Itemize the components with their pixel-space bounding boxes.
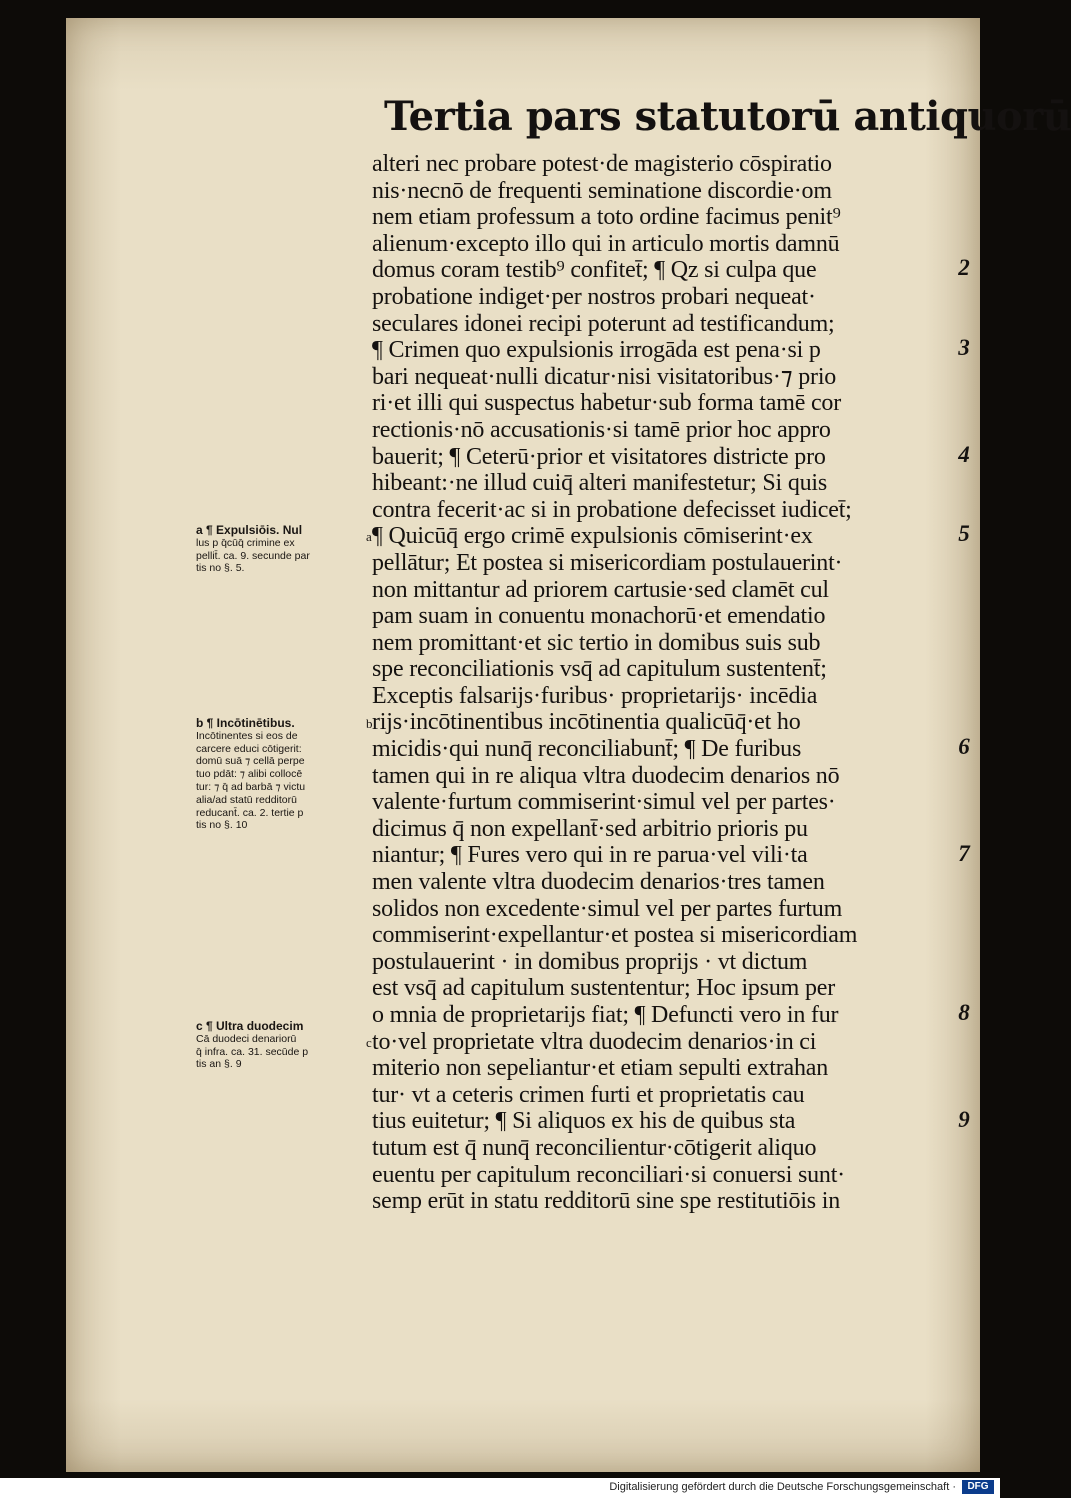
text-line: postulauerint · in domibus proprijs · vt dictum [372, 948, 808, 975]
paragraph-number: 2 [958, 255, 970, 281]
text-line: tamen qui in re aliqua vltra duodecim denarios nō [372, 762, 840, 789]
note-line: lus p q̄cūq̄ crimine ex [196, 536, 295, 549]
funding-credit: Digitalisierung gefördert durch die Deutsche Forschungsgemeinschaft · [609, 1481, 956, 1493]
text-line: bauerit; ¶ Ceterū·prior et visitatores districte pro [372, 443, 826, 470]
note-line: tis an §. 9 [196, 1058, 242, 1071]
note-reference-letter: b [366, 715, 373, 731]
note-reference-letter: c [366, 1034, 372, 1050]
text-line: nem promittant·et sic tertio in domibus suis sub [372, 629, 821, 656]
note-line: q̄ infra. ca. 31. secūde p [196, 1045, 309, 1058]
text-line: rijs·incōtinentibus incōtinentia qualicūq̄·et ho [372, 709, 801, 736]
text-line: ri·et illi qui suspectus habetur·sub forma tamē cor [372, 390, 841, 417]
text-line: seculares idonei recipi poterunt ad testificandum; [372, 310, 835, 337]
note-line: carcere educi cōtigerit: [196, 742, 302, 755]
note-line: tur: ⁊ q̄ ad barbā ⁊ victu [196, 780, 306, 793]
paragraph-number: 6 [958, 734, 970, 760]
text-line: rectionis·nō accusationis·si tamē prior hoc appro [372, 416, 831, 443]
note-line: tis no §. 10 [196, 819, 248, 832]
marginal-note-b [196, 717, 368, 832]
text-line: euentu per capitulum reconciliari·si conuersi sunt· [372, 1161, 845, 1188]
text-line: contra fecerit·ac si in probatione defecisset iudicet̄; [372, 496, 852, 523]
text-line: pellātur; Et postea si misericordiam postulauerint· [372, 549, 843, 576]
main-text-block [372, 151, 940, 1215]
marginal-note-c [196, 1020, 368, 1071]
text-line: domus coram testib⁹ confitet̄; ¶ Qz si culpa que [372, 257, 817, 284]
paragraph-number: 3 [958, 335, 970, 361]
note-line: reducant̄. ca. 2. tertie p [196, 806, 304, 819]
text-line: men valente vltra duodecim denarios·tres tamen [372, 869, 825, 896]
text-line: solidos non excedente·simul vel per partes furtum [372, 895, 843, 922]
text-line: spe reconciliationis vsq̄ ad capitulum sustentent̄; [372, 656, 827, 683]
note-line: alia/ad statū redditorū [196, 793, 297, 806]
text-line: Exceptis falsarijs·furibus· proprietarijs· incēdia [372, 682, 818, 709]
note-line: tuo pdāt: ⁊ alibi collocē [196, 768, 303, 781]
text-line: dicimus q̄ non expellant̄·sed arbitrio prioris pu [372, 815, 808, 842]
text-line: non mittantur ad priorem cartusie·sed clamēt cul [372, 576, 829, 603]
text-line: tius euitetur; ¶ Si aliquos ex his de quibus sta [372, 1108, 796, 1135]
text-line: o mnia de proprietarijs fiat; ¶ Defuncti vero in fur [372, 1002, 839, 1028]
text-line: tutum est q̄ nunq̄ reconcilientur·cōtigerit aliquo [372, 1134, 817, 1161]
text-line: probatione indiget·per nostros probari nequeat· [372, 283, 816, 310]
footer-bar [0, 1478, 1000, 1498]
paragraph-number: 9 [958, 1106, 970, 1132]
paragraph-number: 7 [958, 840, 970, 866]
note-line: tis no §. 5. [196, 562, 245, 575]
text-line: pam suam in conuentu monachorū·et emendatio [372, 603, 826, 630]
paragraph-number: 4 [958, 441, 970, 467]
note-line: Cā duodeci denariorū [196, 1032, 297, 1045]
dfg-logo: DFG [962, 1480, 994, 1494]
text-line: nis·necnō de frequenti seminatione discordie·om [372, 177, 832, 204]
note-line: b ¶ Incōtinētibus. [196, 716, 295, 730]
text-line: ¶ Quicūq̄ ergo crimē expulsionis cōmiserint·ex [372, 523, 813, 550]
text-line: bari nequeat·nulli dicatur·nisi visitatoribus·⁊ prio [372, 363, 837, 390]
text-line: micidis·qui nunq̄ reconciliabunt̄; ¶ De furibus [372, 736, 802, 763]
note-line: pellit̄. ca. 9. secunde par [196, 549, 310, 562]
text-line: alienum·excepto illo qui in articulo mortis damnū [372, 230, 840, 257]
marginal-note-a [196, 524, 368, 575]
text-line: hibeant:·ne illud cuiq̄ alteri manifestetur; Si quis [372, 470, 828, 497]
note-line: a ¶ Expulsiōis. Nul [196, 523, 303, 537]
note-line: Incōtinentes si eos de [196, 729, 298, 742]
text-line: commiserint·expellantur·et postea si misericordiam [372, 922, 858, 949]
text-line: nem etiam professum a toto ordine facimus penit⁹ [372, 204, 841, 231]
note-reference-letter: a [366, 529, 372, 545]
text-line: to·vel proprietate vltra duodecim denarios·in ci [372, 1028, 817, 1055]
text-line: est vsq̄ ad capitulum sustententur; Hoc ipsum per [372, 975, 835, 1002]
paragraph-number: 8 [958, 1000, 970, 1026]
note-line: c ¶ Ultra duodecim [196, 1019, 304, 1033]
text-line: miterio non sepeliantur·et etiam sepulti extrahan [372, 1055, 829, 1082]
text-line: valente·furtum commiserint·simul vel per partes· [372, 789, 836, 816]
text-line: tur· vt a ceteris crimen furti et proprietatis cau [372, 1081, 805, 1108]
note-line: domū suā ⁊ cellā perpe [196, 755, 305, 768]
text-line: semp erūt in statu redditorū sine spe restitutiōis in [372, 1188, 840, 1215]
text-line: ¶ Crimen quo expulsionis irrogāda est pena·si p [372, 337, 821, 364]
paragraph-number: 5 [958, 521, 970, 547]
text-line: niantur; ¶ Fures vero qui in re parua·vel vili·ta [372, 842, 808, 869]
page-title: Tertia pars statutorū antiquorū [384, 93, 1071, 140]
text-line: alteri nec probare potest·de magisterio cōspiratio [372, 151, 832, 177]
